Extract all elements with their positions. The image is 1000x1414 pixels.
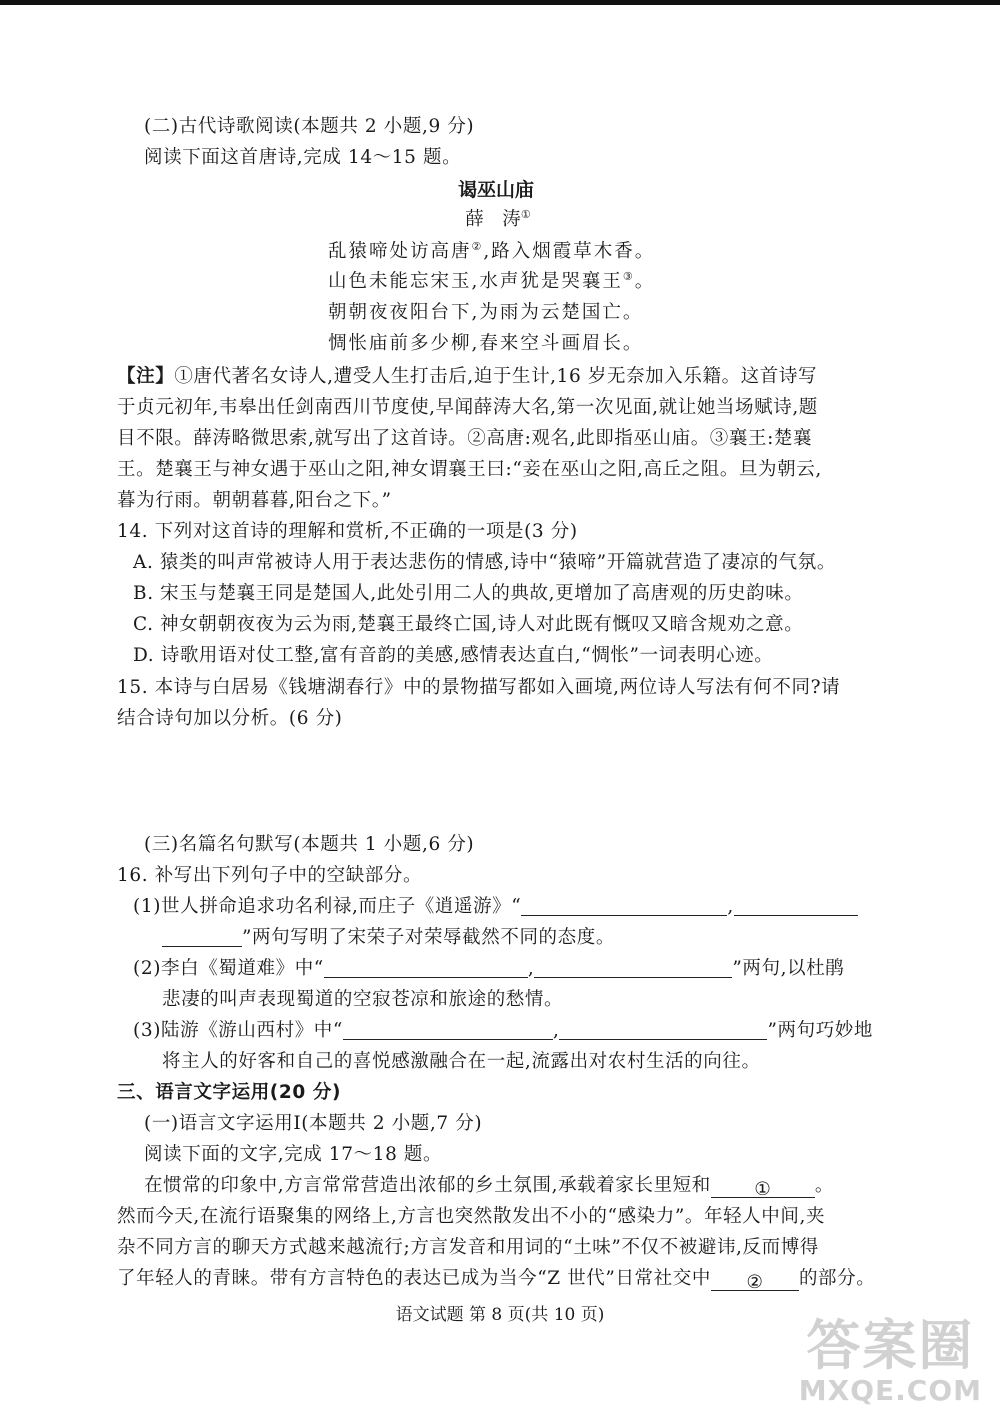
q14-option-c: C. 神女朝朝夜夜为云为雨,楚襄王最终亡国,诗人对此既有慨叹又暗含规劝之意。	[133, 614, 804, 635]
q16-stem: 16. 补写出下列句子中的空缺部分。	[117, 865, 423, 886]
q14-option-a: A. 猿类的叫声常被诗人用于表达悲伤的情感,诗中“猿啼”开篇就营造了凄凉的气氛。	[133, 552, 836, 573]
q16-item-2-cont: 悲凄的叫声表现蜀道的空寂苍凉和旅途的愁情。	[162, 989, 564, 1010]
fill-blank-2a[interactable]	[324, 957, 528, 978]
poem-line-2-text: 山色未能忘宋玉,水声犹是哭襄王	[328, 271, 623, 292]
passage-blank-2[interactable]	[711, 1270, 799, 1291]
q15-line-1: 15. 本诗与白居易《钱塘湖春行》中的景物描写都如入画境,两位诗人写法有何不同?请	[117, 677, 841, 698]
q16-item-2	[133, 956, 844, 982]
poem-line-1-rest: ,路入烟霞草木香。	[483, 241, 656, 262]
part-three-heading: 三、语言文字运用(20 分)	[117, 1082, 341, 1103]
poem-author-line	[0, 207, 998, 233]
part-three-subheading: (一)语言文字运用Ⅰ(本题共 2 小题,7 分)	[144, 1113, 483, 1134]
section-heading-poetry: (二)古代诗歌阅读(本题共 2 小题,9 分)	[144, 116, 475, 137]
watermark-url: MXQE.COM	[798, 1374, 982, 1407]
q16-item-1-comma: ,	[727, 896, 734, 917]
q15-line-2: 结合诗句加以分析。(6 分)	[117, 708, 343, 729]
poem-line-1-text: 乱猿啼处访高唐	[328, 241, 472, 262]
poem-line-1-mark: ②	[471, 240, 484, 253]
note-line-2: 于贞元初年,韦皋出任剑南西川节度使,早闻薛涛大名,第一次见面,就让她当场赋诗,题	[117, 397, 818, 418]
q16-item-1	[133, 894, 858, 920]
poem-line-1	[328, 239, 655, 265]
q16-item-3-cont: 将主人的好客和自己的喜悦感激融合在一起,流露出对农村生活的向往。	[162, 1051, 761, 1072]
top-border	[0, 0, 1000, 5]
q16-item-3-tail: ”两句巧妙地	[767, 1020, 874, 1041]
poem-author: 薛 涛	[465, 209, 521, 230]
note-line-3: 目不限。薛涛略微思索,就写出了这首诗。②高唐:观名,此即指巫山庙。③襄王:楚襄	[117, 428, 813, 449]
note-label: 【注】	[117, 366, 175, 387]
poem-line-4: 惆怅庙前多少柳,春来空斗画眉长。	[328, 333, 644, 354]
note-line-4: 王。楚襄王与神女遇于巫山之阳,神女谓襄王曰:“妾在巫山之阳,高丘之阻。旦为朝云,	[117, 459, 822, 480]
fill-blank-3a[interactable]	[343, 1019, 553, 1040]
poem-line-2-mark: ③	[622, 270, 635, 283]
note-line-1-text: ①唐代著名女诗人,遭受人生打击后,迫于生计,16 岁无奈加入乐籍。这首诗写	[174, 366, 818, 387]
q16-item-3-comma: ,	[552, 1020, 560, 1041]
fill-blank-1b-cont[interactable]	[162, 926, 242, 947]
q16-item-3	[133, 1018, 873, 1044]
poem-line-2-rest: 。	[634, 271, 656, 292]
q16-item-2-comma: ,	[527, 958, 535, 979]
section-heading-recitation: (三)名篇名句默写(本题共 1 小题,6 分)	[144, 834, 475, 855]
author-note-mark: ①	[520, 208, 531, 221]
q16-item-1-cont	[162, 925, 615, 951]
note-line-5: 暮为行雨。朝朝暮暮,阳台之下。”	[117, 490, 392, 511]
q14-option-d: D. 诗歌用语对仗工整,富有音韵的美感,感情表达直白,“惆怅”一词表明心迹。	[133, 645, 774, 666]
page-footer: 语文试题 第 8 页(共 10 页)	[395, 1305, 605, 1325]
passage-line-2: 然而今天,在流行语聚集的网络上,方言也突然散发出不小的“感染力”。年轻人中间,夹	[117, 1206, 826, 1227]
passage-blank-1[interactable]	[711, 1177, 815, 1198]
watermark-logo-text: 答案圈	[806, 1314, 975, 1377]
site-watermark	[799, 1316, 982, 1406]
passage-line-1	[144, 1173, 834, 1199]
part-three-instruction: 阅读下面的文字,完成 17～18 题。	[144, 1144, 443, 1165]
passage-blank-1-label: ①	[754, 1179, 772, 1200]
passage-line-4-end: 的部分。	[798, 1268, 876, 1289]
note-line-1	[117, 364, 868, 390]
passage-blank-2-label: ②	[746, 1272, 764, 1293]
poem-line-2	[328, 269, 655, 295]
passage-line-3: 杂不同方言的聊天方式越来越流行;方言发音和用词的“土味”不仅不被避讳,反而博得	[117, 1237, 819, 1258]
poem-title: 谒巫山庙	[457, 179, 534, 201]
q14-stem: 14. 下列对这首诗的理解和赏析,不正确的一项是(3 分)	[117, 521, 578, 542]
fill-blank-1b[interactable]	[734, 895, 858, 916]
fill-blank-3b[interactable]	[559, 1019, 767, 1040]
fill-blank-2b[interactable]	[534, 957, 732, 978]
passage-line-1-text: 在惯常的印象中,方言常常营造出浓郁的乡土氛围,承载着家长里短和	[144, 1175, 711, 1196]
q16-item-1-text: (1)世人拼命追求功名利禄,而庄子《逍遥游》“	[133, 896, 522, 917]
q16-item-1-tail: ”两句写明了宋荣子对荣辱截然不同的态度。	[242, 927, 615, 948]
q16-item-2-text: (2)李白《蜀道难》中“	[133, 958, 324, 979]
passage-line-1-end: 。	[814, 1175, 834, 1196]
q14-option-b: B. 宋玉与楚襄王同是楚国人,此处引用二人的典故,更增加了高唐观的历史韵味。	[133, 583, 804, 604]
passage-line-4-text: 了年轻人的青睐。带有方言特色的表达已成为当今“Z 世代”日常社交中	[117, 1268, 711, 1289]
passage-line-4	[117, 1266, 875, 1292]
instruction-poetry: 阅读下面这首唐诗,完成 14～15 题。	[144, 147, 462, 168]
q16-item-2-tail: ”两句,以杜鹃	[732, 958, 845, 979]
q16-item-3-text: (3)陆游《游山西村》中“	[133, 1020, 343, 1041]
fill-blank-1a[interactable]	[521, 895, 727, 916]
poem-line-3: 朝朝夜夜阳台下,为雨为云楚国亡。	[328, 302, 644, 323]
